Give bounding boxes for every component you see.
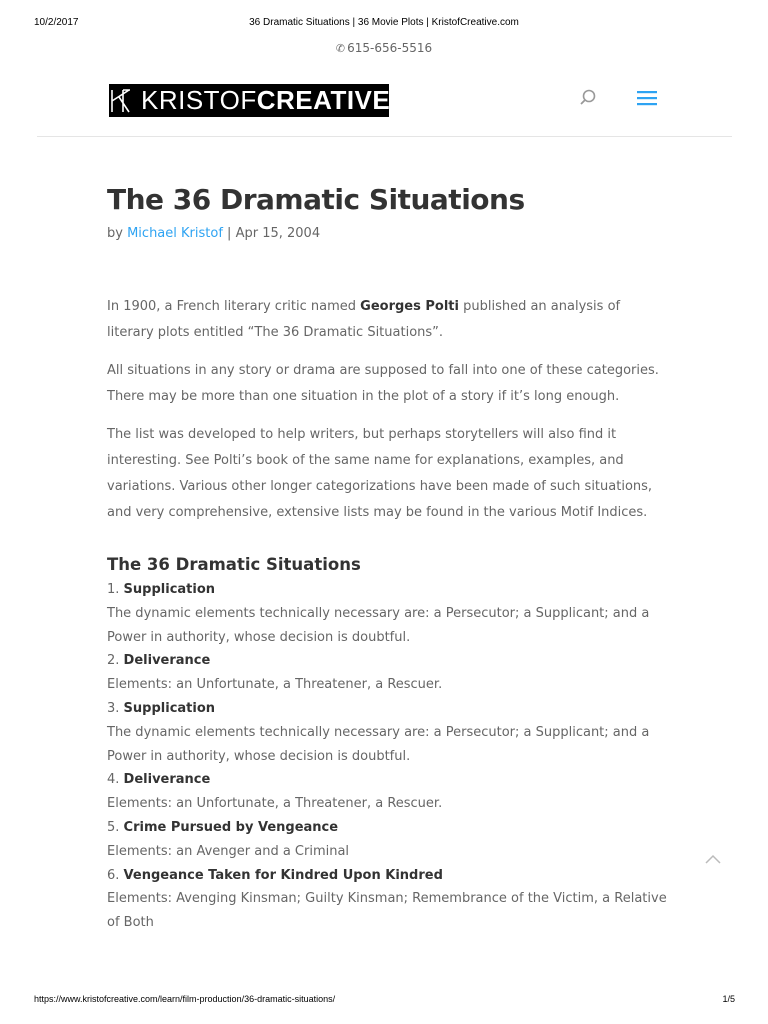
- logo-text-bold: CREATIVE: [256, 85, 391, 115]
- situation-name: Vengeance Taken for Kindred Upon Kindred: [123, 867, 443, 883]
- intro-p1-before: In 1900, a French literary critic named: [107, 299, 361, 314]
- post-content: [107, 294, 667, 935]
- logo-mark-icon: [109, 84, 133, 117]
- situation-number: 3.: [107, 700, 120, 716]
- intro-p1-after: published an analysis of literary plots entitled “The 36 Dramatic Situations”.: [107, 299, 621, 340]
- phone-icon: ✆: [335, 42, 346, 55]
- print-page-title: 36 Dramatic Situations | 36 Movie Plots | KristofCreative.com: [249, 17, 519, 28]
- print-date: 10/2/2017: [34, 17, 79, 28]
- print-page-number: 1/5: [722, 994, 735, 1004]
- situation-heading: [107, 768, 667, 792]
- situation-item: [107, 649, 667, 697]
- situation-description: The dynamic elements technically necessary are: a Persecutor; a Supplicant; and a Power in authority, whose decision is doubtful.: [107, 724, 650, 764]
- post-meta-separator: |: [227, 226, 232, 241]
- situation-number: 6.: [107, 867, 120, 883]
- situation-name: Deliverance: [123, 772, 211, 788]
- site-logo[interactable]: [109, 84, 389, 117]
- situation-heading: [107, 578, 667, 602]
- situation-item: [107, 864, 667, 935]
- post-meta-by: by: [107, 226, 123, 241]
- header-divider: [37, 136, 732, 137]
- situation-description: Elements: an Unfortunate, a Threatener, a Rescuer.: [107, 796, 443, 812]
- situation-description: Elements: an Avenger and a Criminal: [107, 843, 350, 859]
- situation-name: Deliverance: [123, 653, 211, 669]
- post-title: The 36 Dramatic Situations: [107, 183, 525, 216]
- situation-item: [107, 697, 667, 768]
- situation-heading: [107, 864, 667, 888]
- situation-name: Supplication: [123, 582, 216, 597]
- situations-list: [107, 578, 667, 935]
- situation-number: 2.: [107, 653, 120, 669]
- phone-number: 615-656-5516: [347, 41, 433, 55]
- chevron-up-icon[interactable]: [704, 850, 722, 862]
- situation-description: Elements: Avenging Kinsman; Guilty Kinsman; Remembrance of the Victim, a Relative of Both: [107, 891, 667, 931]
- intro-paragraph-1: [107, 294, 667, 346]
- situation-heading: [107, 649, 667, 673]
- intro-paragraph-2: All situations in any story or drama are supposed to fall into one of these categories. There may be more than one situation in the plot of a story if it’s long enough.: [107, 363, 659, 404]
- situation-item: [107, 816, 667, 864]
- situation-description: The dynamic elements technically necessary are: a Persecutor; a Supplicant; and a Power in authority, whose decision is doubtful.: [107, 605, 650, 645]
- situation-heading: [107, 816, 667, 840]
- situation-heading: [107, 697, 667, 721]
- section-title: The 36 Dramatic Situations: [107, 555, 361, 574]
- intro-paragraph-3: The list was developed to help writers, but perhaps storytellers will also find it interesting. See Polti’s book of the same name for explanations, examples, and variations. Various other longer categorizations have been made of such situations, and very comprehensive, extensive lists may be found in the various Motif Indices.: [107, 427, 653, 520]
- print-header: [0, 17, 768, 31]
- logo-text: [133, 85, 390, 116]
- situation-name: Crime Pursued by Vengeance: [123, 819, 339, 835]
- situation-item: [107, 768, 667, 816]
- situation-number: 1.: [107, 582, 120, 597]
- situation-item: [107, 578, 667, 649]
- situation-description: Elements: an Unfortunate, a Threatener, a Rescuer.: [107, 677, 443, 693]
- situation-name: Supplication: [123, 700, 216, 716]
- post-date: Apr 15, 2004: [235, 226, 321, 241]
- print-url: https://www.kristofcreative.com/learn/film-production/36-dramatic-situations/: [34, 994, 336, 1004]
- search-icon[interactable]: [578, 88, 598, 108]
- logo-text-regular: KRISTOF: [141, 85, 257, 115]
- top-bar-phone[interactable]: [0, 41, 768, 55]
- situation-number: 5.: [107, 819, 120, 835]
- hamburger-menu-icon[interactable]: [635, 89, 659, 107]
- intro-p1-bold: Georges Polti: [360, 299, 459, 314]
- post-meta: [107, 226, 320, 241]
- author-link[interactable]: Michael Kristof: [127, 226, 223, 241]
- situation-number: 4.: [107, 772, 120, 788]
